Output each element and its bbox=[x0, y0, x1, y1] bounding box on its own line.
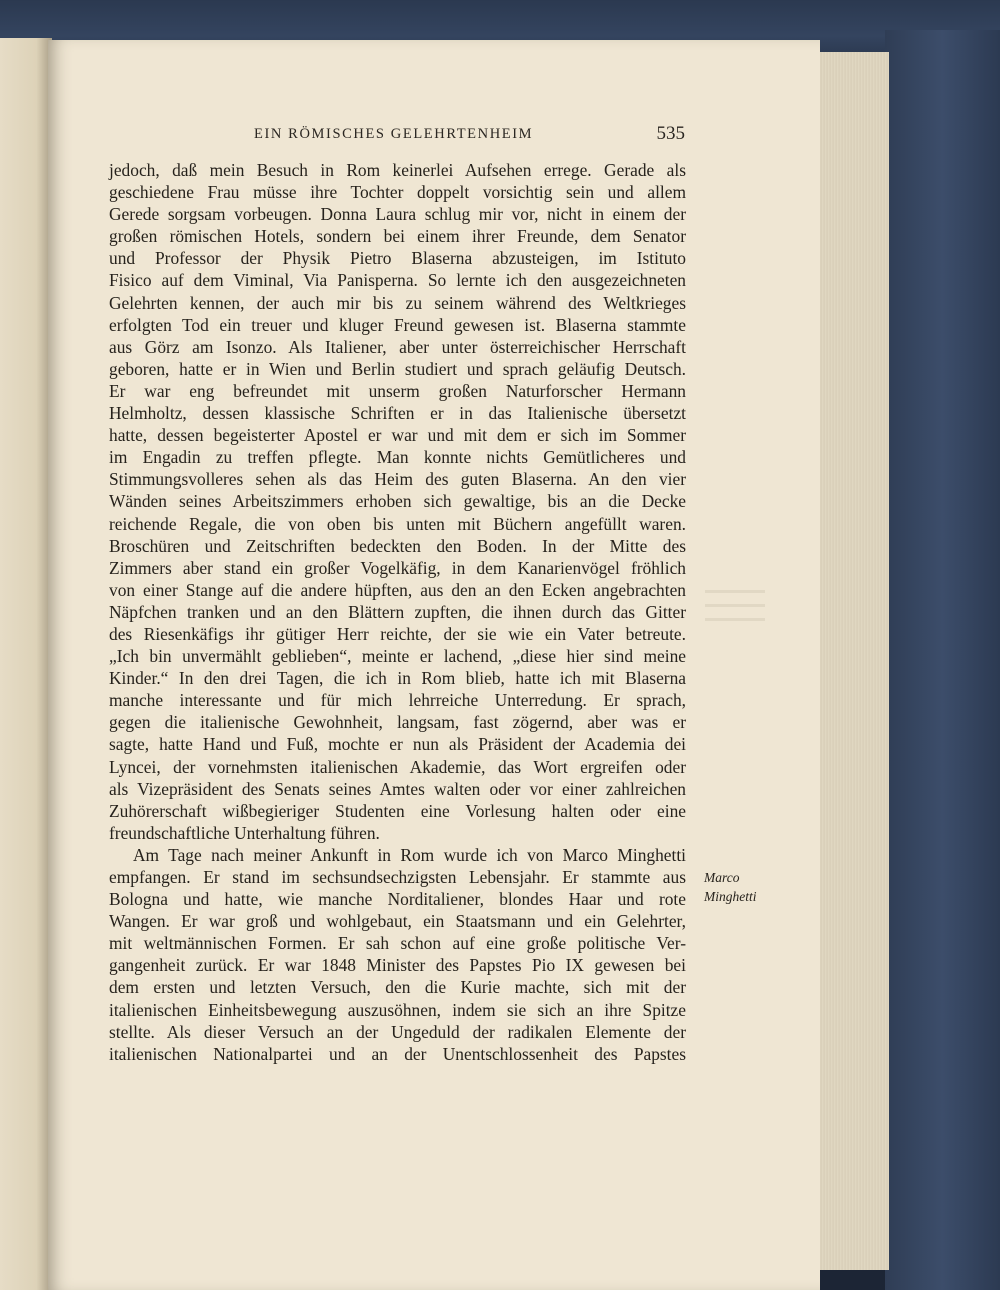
margin-note-line: Minghetti bbox=[704, 889, 757, 904]
page-number: 535 bbox=[656, 123, 685, 144]
text-line: freundschaftliche Unterhaltung führen. bbox=[109, 822, 380, 843]
text-line: Kinder.“ In den drei Tagen, die ich in Rom blieb, hatte ich mit Blaserna bbox=[109, 668, 686, 689]
body-text bbox=[109, 159, 686, 1065]
text-line: Lyncei, der vornehmsten italienischen Akademie, das Wort ergreifen oder bbox=[109, 756, 686, 777]
text-line: Am Tage nach meiner Ankunft in Rom wurde ich von Marco Minghetti bbox=[133, 844, 686, 865]
text-line: hatte, dessen begeisterter Apostel er war und mit dem er sich im Sommer bbox=[109, 425, 686, 446]
text-line: geschiedene Frau müsse ihre Tochter doppelt vorsichtig sein und allem bbox=[109, 182, 686, 203]
text-line: Näpfchen tranken und an den Blättern zupften, die ihnen durch das Gitter bbox=[109, 601, 686, 622]
text-line: Stimmungsvolleres sehen als das Heim des guten Blaserna. An den vier bbox=[109, 469, 686, 490]
page-header bbox=[210, 123, 700, 148]
text-line: und Professor der Physik Pietro Blaserna abzusteigen, im Istituto bbox=[109, 248, 686, 269]
text-line: Wangen. Er war groß und wohlgebaut, ein Staatsmann und ein Gelehrter, bbox=[109, 911, 686, 932]
text-line: des Riesenkäfigs ihr gütiger Herr reichte, der sie wie ein Vater betreute. bbox=[109, 623, 686, 644]
text-line: „Ich bin unvermählt geblieben“, meinte er lachend, „diese hier sind meine bbox=[109, 646, 686, 667]
text-line: Helmholtz, dessen klassische Schriften er in das Italienische übersetzt bbox=[109, 403, 686, 424]
text-line: Broschüren und Zeitschriften bedeckten den Boden. In der Mitte des bbox=[109, 535, 686, 556]
text-line: mit weltmännischen Formen. Er sah schon auf eine große politische Ver- bbox=[109, 933, 686, 954]
text-line: im Engadin zu treffen pflegte. Man konnte nichts Gemütlicheres und bbox=[109, 447, 686, 468]
text-line: Zuhörerschaft wißbegieriger Studenten eine Vorlesung halten oder eine bbox=[109, 800, 686, 821]
text-line: Er war eng befreundet mit unserm großen Naturforscher Hermann bbox=[109, 380, 686, 401]
text-line: geboren, hatte er in Wien und Berlin studiert und sprach geläufig Deutsch. bbox=[109, 358, 686, 379]
show-through-text bbox=[705, 590, 765, 624]
margin-note-line: Marco bbox=[704, 870, 740, 885]
text-line: italienischen Einheitsbewegung auszusöhnen, indem sie sich an ihre Spitze bbox=[109, 999, 686, 1020]
book-cover-edge bbox=[885, 30, 1000, 1290]
text-line: gegen die italienische Gewohnheit, langsam, fast zögernd, aber was er bbox=[109, 712, 686, 733]
text-line: Gelehrten kennen, der auch mir bis zu seinem während des Weltkrieges bbox=[109, 292, 686, 313]
text-line: italienischen Nationalpartei und an der Unentschlossenheit des Papstes bbox=[109, 1043, 686, 1064]
text-line: Zimmers aber stand ein großer Vogelkäfig, in dem Kanarienvögel fröhlich bbox=[109, 557, 686, 578]
text-line: Bologna und hatte, wie manche Norditaliener, blondes Haar und rote bbox=[109, 889, 686, 910]
facing-page-edge bbox=[0, 38, 52, 1290]
text-line: gangenheit zurück. Er war 1848 Minister des Papstes Pio IX gewesen bei bbox=[109, 955, 686, 976]
text-line: erfolgten Tod ein treuer und kluger Freund gewesen ist. Blaserna stammte bbox=[109, 314, 686, 335]
page-stack-edge bbox=[818, 52, 889, 1270]
text-line: als Vizepräsident des Senats seines Amtes walten oder vor einer zahlreichen bbox=[109, 778, 686, 799]
margin-note bbox=[704, 868, 784, 906]
text-line: Gerede sorgsam vorbeugen. Donna Laura schlug mir vor, nicht in einem der bbox=[109, 204, 686, 225]
text-line: Wänden seines Arbeitszimmers erhoben sich gewaltige, bis an die Decke bbox=[109, 491, 686, 512]
text-line: manche interessante und für mich lehrreiche Unterredung. Er sprach, bbox=[109, 690, 686, 711]
running-title: EIN RÖMISCHES GELEHRTENHEIM bbox=[254, 126, 534, 142]
text-line: Fisico auf dem Viminal, Via Panisperna. So lernte ich den ausgezeichneten bbox=[109, 270, 686, 291]
text-line: dem ersten und letzten Versuch, den die Kurie machte, sich mit der bbox=[109, 977, 686, 998]
text-line: stellte. Als dieser Versuch an der Ungeduld der radikalen Elemente der bbox=[109, 1021, 686, 1042]
text-line: jedoch, daß mein Besuch in Rom keinerlei Aufsehen errege. Gerade als bbox=[109, 160, 686, 180]
text-line: reichende Regale, die von oben bis unten mit Büchern angefüllt waren. bbox=[109, 513, 686, 534]
text-line: aus Görz am Isonzo. Als Italiener, aber unter österreichischer Herrschaft bbox=[109, 336, 686, 357]
text-line: sagte, hatte Hand und Fuß, mochte er nun als Präsident der Academia dei bbox=[109, 734, 686, 755]
text-line: von einer Stange auf die andere hüpften, aus den an den Ecken angebrachten bbox=[109, 579, 686, 600]
text-line: großen römischen Hotels, sondern bei einem ihrer Freunde, dem Senator bbox=[109, 226, 686, 247]
text-line: empfangen. Er stand im sechsundsechzigsten Lebensjahr. Er stammte aus bbox=[109, 867, 686, 887]
